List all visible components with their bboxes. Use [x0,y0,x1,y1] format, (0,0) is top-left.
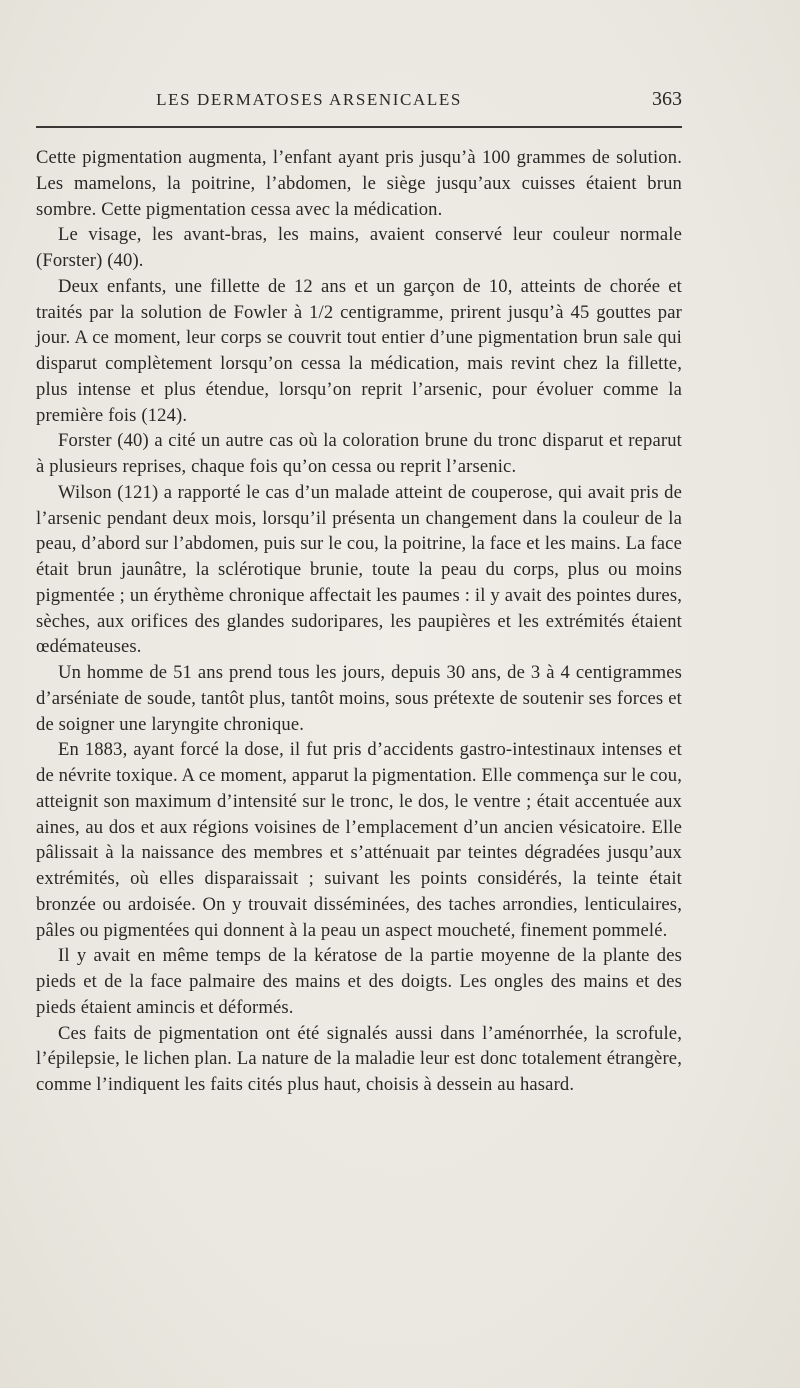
paragraph: Deux enfants, une fillette de 12 ans et un garçon de 10, atteints de chorée et traités par la solution de Fowler à 1/2 centigramme, prirent jusqu’à 45 gouttes par jour. A ce moment, leur corps se couvrit tout entier d’une pigmentation brun sale qui disparut complètement lorsqu’on cessa la médication, mais revint chez la fillette, plus intense et plus étendue, lorsqu’on reprit l’arsenic, pour évoluer comme la première fois (124). [36,275,682,426]
paragraph: Ces faits de pigmentation ont été signalés aussi dans l’aménorrhée, la scrofule, l’épilepsie, le lichen plan. La nature de la maladie leur est donc totalement étrangère, comme l’indiquent les faits cités plus haut, choisis à dessein au hasard. [36,1022,682,1095]
header-rule [36,126,682,128]
paragraph: Il y avait en même temps de la kératose de la partie moyenne de la plante des pieds et de la face palmaire des mains et des doigts. Les ongles des mains et des pieds étaient amincis et déformés. [36,945,682,1018]
running-header [36,88,682,112]
paragraph: Wilson (121) a rapporté le cas d’un malade atteint de couperose, qui avait pris de l’arsenic pendant deux mois, lorsqu’il présenta un changement dans la couleur de la peau, d’abord sur l’abdomen, puis sur le cou, la poitrine, la face et les mains. La face était brun jaunâtre, la sclérotique brunie, toute la peau du corps, plus ou moins pigmentée ; un érythème chronique affectait les paumes : il y avait des pointes dures, sèches, aux orifices des glandes sudoripares, les paupières et les extrémités étaient œdémateuses. [36,481,682,658]
running-title: LES DERMATOSES ARSENICALES [156,90,462,109]
body-text [36,145,682,1098]
paragraph: En 1883, ayant forcé la dose, il fut pris d’accidents gastro-intestinaux intenses et de névrite toxique. A ce moment, apparut la pigmentation. Elle commença sur le cou, atteignit son maximum d’intensité sur le tronc, le dos, le ventre ; était accentuée aux aines, au dos et aux régions voisines de l’emplacement d’un ancien vésicatoire. Elle pâlissait à la naissance des membres et s’atténuait par teintes dégradées jusqu’aux extrémités, où elles disparaissait ; suivant les points considérés, la teinte était bronzée ou ardoisée. On y trouvait disséminées, des taches arrondies, lenticulaires, pâles ou pigmentées qui donnent à la peau un aspect moucheté, finement pommelé. [36,739,682,941]
paragraph: Le visage, les avant-bras, les mains, avaient conservé leur couleur normale (Forster) (40). [36,224,682,271]
paragraph: Forster (40) a cité un autre cas où la coloration brune du tronc disparut et reparut à plusieurs reprises, chaque fois qu’on cessa ou reprit l’arsenic. [36,430,682,477]
paragraph: Un homme de 51 ans prend tous les jours, depuis 30 ans, de 3 à 4 centigrammes d’arséniate de soude, tantôt plus, tantôt moins, sous prétexte de soutenir ses forces et de soigner une laryngite chronique. [36,662,682,735]
paragraph: Cette pigmentation augmenta, l’enfant ayant pris jusqu’à 100 grammes de solution. Les mamelons, la poitrine, l’abdomen, le siège jusqu’aux cuisses étaient brun sombre. Cette pigmentation cessa avec la médication. [36,147,682,220]
page-number: 363 [652,88,682,110]
